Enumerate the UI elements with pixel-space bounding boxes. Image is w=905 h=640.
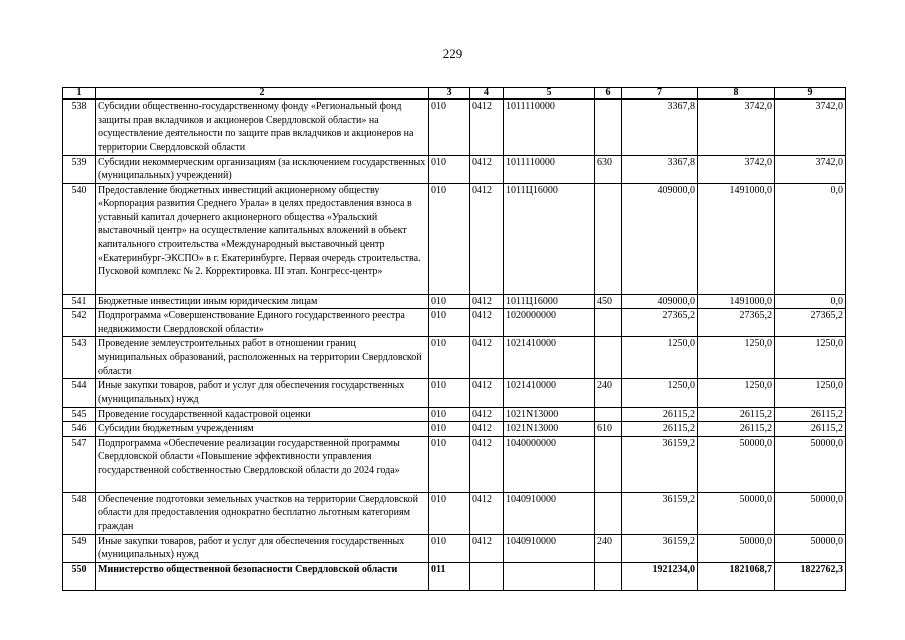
target-article-code: 1020000000 [504, 309, 595, 337]
section-code: 0412 [470, 337, 504, 379]
row-number: 549 [63, 534, 96, 562]
table-row [63, 492, 846, 534]
amount-year-1: 26115,2 [622, 407, 698, 422]
amount-year-1: 409000,0 [622, 294, 698, 309]
amount-year-2: 1821068,7 [698, 563, 775, 591]
amount-year-2: 1491000,0 [698, 294, 775, 309]
column-header-2: 2 [96, 88, 429, 100]
amount-year-3: 50000,0 [775, 492, 846, 534]
row-number: 545 [63, 407, 96, 422]
ministry-code: 010 [429, 407, 470, 422]
amount-year-3: 3742,0 [775, 155, 846, 183]
row-number: 544 [63, 379, 96, 407]
column-header-3: 3 [429, 88, 470, 100]
amount-year-3: 1250,0 [775, 337, 846, 379]
column-header-4: 4 [470, 88, 504, 100]
ministry-code: 010 [429, 183, 470, 294]
target-article-code: 1011Ц16000 [504, 294, 595, 309]
target-article-code: 1021N13000 [504, 422, 595, 437]
ministry-code: 010 [429, 99, 470, 155]
table-row [63, 155, 846, 183]
table-row [63, 309, 846, 337]
section-code: 0412 [470, 155, 504, 183]
amount-year-1: 1921234,0 [622, 563, 698, 591]
table-header-row [63, 88, 846, 100]
amount-year-3: 3742,0 [775, 99, 846, 155]
row-number: 547 [63, 436, 96, 492]
expense-type-code [595, 436, 622, 492]
ministry-code: 010 [429, 294, 470, 309]
row-description: Иные закупки товаров, работ и услуг для обеспечения государственных (муниципальных) нужд [96, 379, 429, 407]
target-article-code: 1011110000 [504, 155, 595, 183]
row-description: Субсидии общественно-государственному фонду «Региональный фонд защиты прав вкладчиков и акционеров Свердловской области» на осуществление деятельности по защите прав вкладчиков и акционеров на территории Свердловской области [96, 99, 429, 155]
column-header-7: 7 [622, 88, 698, 100]
ministry-code: 010 [429, 379, 470, 407]
column-header-5: 5 [504, 88, 595, 100]
target-article-code [504, 563, 595, 591]
column-header-8: 8 [698, 88, 775, 100]
ministry-code: 010 [429, 422, 470, 437]
section-code: 0412 [470, 534, 504, 562]
section-code: 0412 [470, 492, 504, 534]
table-row [63, 99, 846, 155]
row-number: 541 [63, 294, 96, 309]
amount-year-3: 1250,0 [775, 379, 846, 407]
table-row [63, 563, 846, 591]
amount-year-1: 409000,0 [622, 183, 698, 294]
amount-year-1: 3367,8 [622, 99, 698, 155]
ministry-code: 011 [429, 563, 470, 591]
row-number: 539 [63, 155, 96, 183]
row-description: Иные закупки товаров, работ и услуг для обеспечения государственных (муниципальных) нужд [96, 534, 429, 562]
section-code: 0412 [470, 99, 504, 155]
target-article-code: 1021410000 [504, 337, 595, 379]
target-article-code: 1040910000 [504, 492, 595, 534]
expense-type-code [595, 407, 622, 422]
section-code: 0412 [470, 183, 504, 294]
amount-year-2: 26115,2 [698, 422, 775, 437]
section-code: 0412 [470, 379, 504, 407]
target-article-code: 1021N13000 [504, 407, 595, 422]
ministry-code: 010 [429, 534, 470, 562]
table-row [63, 407, 846, 422]
section-code: 0412 [470, 422, 504, 437]
amount-year-2: 1250,0 [698, 337, 775, 379]
amount-year-1: 3367,8 [622, 155, 698, 183]
table-row [63, 183, 846, 294]
section-code [470, 563, 504, 591]
row-number: 548 [63, 492, 96, 534]
row-number: 543 [63, 337, 96, 379]
amount-year-2: 50000,0 [698, 436, 775, 492]
ministry-code: 010 [429, 309, 470, 337]
amount-year-1: 26115,2 [622, 422, 698, 437]
amount-year-1: 27365,2 [622, 309, 698, 337]
row-number: 550 [63, 563, 96, 591]
amount-year-3: 1822762,3 [775, 563, 846, 591]
row-description: Обеспечение подготовки земельных участков на территории Свердловской области для предоставления однократно бесплатно льготным категориям граждан [96, 492, 429, 534]
row-number: 546 [63, 422, 96, 437]
amount-year-1: 1250,0 [622, 379, 698, 407]
row-description: Министерство общественной безопасности Свердловской области [96, 563, 429, 591]
table-row [63, 422, 846, 437]
row-description: Проведение землеустроительных работ в отношении границ муниципальных образований, расположенных на территории Свердловской области [96, 337, 429, 379]
amount-year-3: 26115,2 [775, 422, 846, 437]
row-number: 542 [63, 309, 96, 337]
target-article-code: 1021410000 [504, 379, 595, 407]
section-code: 0412 [470, 436, 504, 492]
ministry-code: 010 [429, 492, 470, 534]
budget-table [62, 87, 846, 591]
amount-year-1: 1250,0 [622, 337, 698, 379]
target-article-code: 1011110000 [504, 99, 595, 155]
table-row [63, 337, 846, 379]
expense-type-code [595, 492, 622, 534]
amount-year-3: 50000,0 [775, 436, 846, 492]
expense-type-code [595, 309, 622, 337]
amount-year-3: 50000,0 [775, 534, 846, 562]
table-row [63, 436, 846, 492]
expense-type-code: 610 [595, 422, 622, 437]
amount-year-3: 0,0 [775, 183, 846, 294]
target-article-code: 1040000000 [504, 436, 595, 492]
column-header-1: 1 [63, 88, 96, 100]
row-number: 538 [63, 99, 96, 155]
section-code: 0412 [470, 294, 504, 309]
expense-type-code: 240 [595, 534, 622, 562]
expense-type-code: 450 [595, 294, 622, 309]
amount-year-2: 3742,0 [698, 99, 775, 155]
amount-year-1: 36159,2 [622, 534, 698, 562]
section-code: 0412 [470, 309, 504, 337]
section-code: 0412 [470, 407, 504, 422]
column-header-9: 9 [775, 88, 846, 100]
row-description: Субсидии бюджетным учреждениям [96, 422, 429, 437]
table-row [63, 534, 846, 562]
amount-year-1: 36159,2 [622, 492, 698, 534]
amount-year-2: 1250,0 [698, 379, 775, 407]
amount-year-2: 1491000,0 [698, 183, 775, 294]
ministry-code: 010 [429, 436, 470, 492]
row-description: Предоставление бюджетных инвестиций акционерному обществу «Корпорация развития Среднего Урала» в целях предоставления взноса в уставный капитал дочернего акционерного общества «Уральский выставочный центр» на осуществление капитальных вложений в объект капитального строительства «Международный выставочный центр «Екатеринбург-ЭКСПО» в г. Екатеринбурге. Первая очередь строительства. Пусковой комплекс № 2. Корректировка. III этап. Конгресс-центр» [96, 183, 429, 294]
page-number: 229 [442, 46, 463, 61]
row-description: Проведение государственной кадастровой оценки [96, 407, 429, 422]
amount-year-3: 0,0 [775, 294, 846, 309]
amount-year-2: 3742,0 [698, 155, 775, 183]
expense-type-code [595, 337, 622, 379]
expense-type-code [595, 563, 622, 591]
expense-type-code [595, 99, 622, 155]
amount-year-1: 36159,2 [622, 436, 698, 492]
expense-type-code: 630 [595, 155, 622, 183]
expense-type-code [595, 183, 622, 294]
table-row [63, 379, 846, 407]
ministry-code: 010 [429, 155, 470, 183]
amount-year-2: 26115,2 [698, 407, 775, 422]
target-article-code: 1040910000 [504, 534, 595, 562]
amount-year-3: 26115,2 [775, 407, 846, 422]
amount-year-2: 50000,0 [698, 492, 775, 534]
ministry-code: 010 [429, 337, 470, 379]
target-article-code: 1011Ц16000 [504, 183, 595, 294]
table-row [63, 294, 846, 309]
row-number: 540 [63, 183, 96, 294]
amount-year-2: 27365,2 [698, 309, 775, 337]
row-description: Субсидии некоммерческим организациям (за исключением государственных (муниципальных) учреждений) [96, 155, 429, 183]
row-description: Подпрограмма «Совершенствование Единого государственного реестра недвижимости Свердловской области» [96, 309, 429, 337]
row-description: Подпрограмма «Обеспечение реализации государственной программы Свердловской области «Повышение эффективности управления государственной собственностью Свердловской области до 2024 года» [96, 436, 429, 492]
amount-year-2: 50000,0 [698, 534, 775, 562]
expense-type-code: 240 [595, 379, 622, 407]
row-description: Бюджетные инвестиции иным юридическим лицам [96, 294, 429, 309]
column-header-6: 6 [595, 88, 622, 100]
amount-year-3: 27365,2 [775, 309, 846, 337]
